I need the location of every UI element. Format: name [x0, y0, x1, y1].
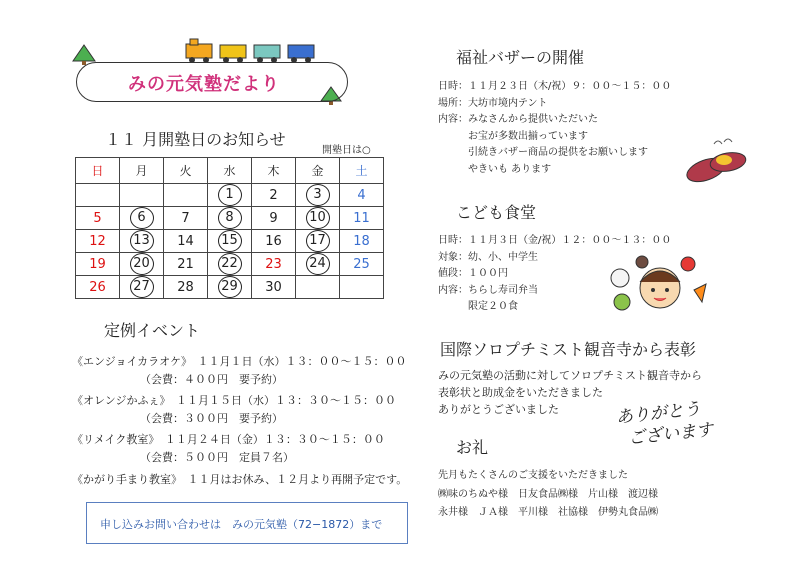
calendar-day — [164, 207, 208, 230]
event-fee-line: （会費：４００円 要予約） — [140, 373, 283, 386]
calendar-day — [164, 276, 208, 299]
calendar-day — [296, 276, 340, 299]
event-fee-line: （会費：５００円 定員７名） — [140, 451, 294, 464]
calendar-title: １１ 月開塾日のお知らせ — [105, 130, 286, 149]
text-line: 値段：１００円 — [438, 268, 508, 279]
calendar-day — [76, 230, 120, 253]
event-line: 《エンジョイカラオケ》 １１月１日（水）１３：００～１５：００ — [72, 355, 407, 368]
open-day-circle: 27 — [130, 276, 154, 298]
events-heading: 定例イベント — [104, 321, 201, 340]
calendar-day-number: 4 — [357, 187, 366, 203]
open-day-circle: 20 — [130, 253, 154, 275]
open-day-circle: 6 — [130, 207, 154, 229]
calendar-day — [252, 276, 296, 299]
calendar-day-number: 9 — [269, 210, 278, 226]
calendar-note: 開塾日は○ — [322, 145, 371, 156]
weekday-header: 木 — [252, 158, 296, 184]
newsletter-title: みの元気塾だより — [128, 74, 280, 95]
calendar-day — [340, 276, 384, 299]
kids-heading: こども食堂 — [456, 203, 537, 222]
calendar-day — [252, 207, 296, 230]
text-line: 永井様 ＪＡ様 平川様 社協様 伊勢丸食品㈱ — [438, 507, 658, 518]
calendar-day-number: 30 — [265, 279, 282, 295]
bazaar-heading: 福祉バザーの開催 — [456, 48, 585, 67]
event-line: 《リメイク教室》 １１月２４日（金）１３：３０～１５：００ — [72, 433, 385, 446]
calendar-day-number: 28 — [177, 279, 194, 295]
text-line: 日時：１１月３日（金/祝）１２：００～１３：００ — [438, 235, 672, 246]
calendar-day-number: 16 — [265, 233, 282, 249]
calendar-day-number: 23 — [265, 256, 282, 272]
award-heading: 国際ソロプチミスト観音寺から表彰 — [440, 340, 697, 359]
open-day-circle: 3 — [306, 184, 330, 206]
open-day-circle: 8 — [218, 207, 242, 229]
open-day-circle: 22 — [218, 253, 242, 275]
calendar-day — [76, 207, 120, 230]
calendar-day — [120, 184, 164, 207]
text-line: 表彰状と助成金をいただきました — [438, 386, 603, 399]
calendar-day — [252, 230, 296, 253]
text-line: 内容：みなさんから提供いただいた — [438, 114, 598, 125]
calendar-day-number: 26 — [89, 279, 106, 295]
text-line: ㈱味のちぬや様 日友食品㈱様 片山様 渡辺様 — [438, 488, 658, 500]
text-line: 引続きバザー商品の提供をお願いします — [438, 147, 648, 158]
sweet-potato-icon — [684, 138, 750, 188]
calendar-day — [296, 207, 340, 230]
calendar-day — [76, 184, 120, 207]
calendar-day-number: 5 — [93, 210, 102, 226]
text-line: 対象：幼、小、中学生 — [438, 251, 538, 263]
calendar-day — [120, 207, 164, 230]
open-day-circle: 13 — [130, 230, 154, 252]
weekday-header: 日 — [76, 158, 120, 184]
calendar-table — [75, 157, 384, 299]
open-day-circle: 17 — [306, 230, 330, 252]
thanks-heading: お礼 — [456, 438, 489, 457]
calendar-day-number: 19 — [89, 256, 106, 272]
text-line: 内容：ちらし寿司弁当 — [438, 284, 538, 296]
weekday-header: 月 — [120, 158, 164, 184]
calendar-day — [340, 253, 384, 276]
text-line: 場所：大坊市境内テント — [438, 97, 548, 109]
calendar-day-number: 11 — [353, 210, 370, 226]
open-day-circle: 10 — [306, 207, 330, 229]
calendar-day — [164, 184, 208, 207]
calendar-day-number: 25 — [353, 256, 370, 272]
calendar-day — [208, 184, 252, 207]
arigatou-script: ありがとう ございます — [615, 399, 714, 449]
text-line: お宝が多数出揃っています — [438, 130, 588, 142]
calendar-day — [252, 253, 296, 276]
open-day-circle: 24 — [306, 253, 330, 275]
event-line: 《オレンジかふぇ》 １１月１５日（水）１３：３０～１５：００ — [72, 394, 396, 407]
calendar-day-number: 12 — [89, 233, 106, 249]
text-line: やきいも あります — [438, 163, 552, 175]
calendar-day — [208, 253, 252, 276]
train-icon — [176, 36, 328, 64]
event-fee-line: （会費：３００円 要予約） — [140, 412, 283, 425]
calendar-day — [164, 230, 208, 253]
calendar-day-number: 18 — [353, 233, 370, 249]
calendar-day — [120, 276, 164, 299]
calendar-day — [296, 184, 340, 207]
calendar-day — [340, 184, 384, 207]
calendar-day — [120, 230, 164, 253]
weekday-header: 土 — [340, 158, 384, 184]
calendar-day — [340, 230, 384, 253]
text-line: 日時：１１月２３日（木/祝）９：００～１５：００ — [438, 81, 672, 92]
kids-food-icon — [608, 252, 712, 318]
calendar-day-number: 21 — [177, 256, 194, 272]
calendar-day-number: 14 — [177, 233, 194, 249]
text-line: 限定２０食 — [438, 301, 518, 312]
open-day-circle: 1 — [218, 184, 242, 206]
text-line: 先月もたくさんのご支援をいただきました — [438, 470, 628, 481]
text-line: みの元気塾の活動に対してソロプチミスト観音寺から — [438, 369, 702, 382]
calendar-day-number: 2 — [269, 187, 278, 203]
open-day-circle: 29 — [218, 276, 242, 298]
calendar-day — [208, 276, 252, 299]
event-line: 《かがり手まり教室》 １１月はお休み、１２月より再開予定です。 — [72, 473, 408, 486]
calendar-day — [208, 207, 252, 230]
calendar-day — [296, 253, 340, 276]
weekday-header: 火 — [164, 158, 208, 184]
calendar-day — [252, 184, 296, 207]
calendar-day — [164, 253, 208, 276]
weekday-header: 水 — [208, 158, 252, 184]
calendar-day — [208, 230, 252, 253]
calendar-day — [120, 253, 164, 276]
calendar-day — [76, 253, 120, 276]
contact-text: 申し込みお問い合わせは みの元気塾（72−1872）まで — [100, 518, 383, 531]
open-day-circle: 15 — [218, 230, 242, 252]
text-line: ありがとうございました — [438, 403, 559, 416]
calendar-day — [296, 230, 340, 253]
weekday-header: 金 — [296, 158, 340, 184]
calendar-day — [340, 207, 384, 230]
calendar-day-number: 7 — [181, 210, 190, 226]
calendar-day — [76, 276, 120, 299]
